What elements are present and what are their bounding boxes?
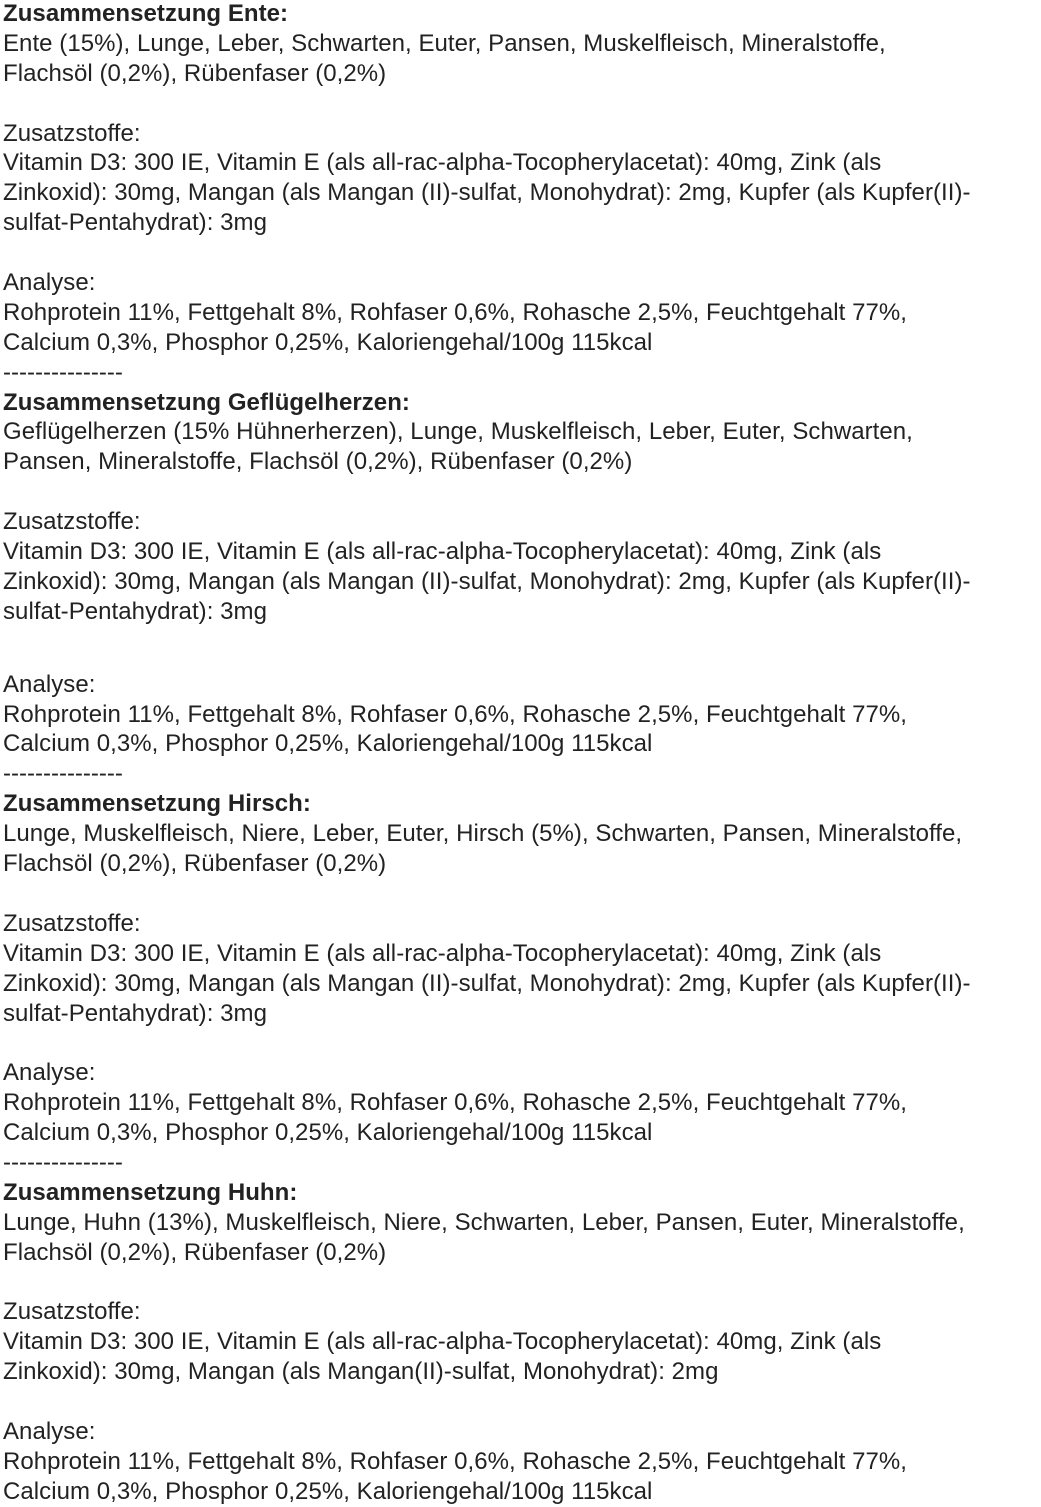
composition-line: Geflügelherzen (15% Hühnerherzen), Lunge, Muskelfleisch, Leber, Euter, Schwarten, (3, 418, 913, 446)
composition-line: Flachsöl (0,2%), Rübenfaser (0,2%) (3, 850, 387, 878)
additives-line: sulfat-Pentahydrat): 3mg (3, 209, 267, 237)
additives-line: Zinkoxid): 30mg, Mangan (als Mangan (II)-sulfat, Monohydrat): 2mg, Kupfer (als Kupfer(II)- (3, 179, 971, 207)
section-ente (3, 0, 1039, 388)
analysis-line: Rohprotein 11%, Fettgehalt 8%, Rohfaser 0,6%, Rohasche 2,5%, Feuchtgehalt 77%, (3, 700, 907, 728)
section-gefluegelherzen (3, 388, 1039, 790)
ingredients-document (3, 0, 1039, 1507)
analysis-label: Analyse: (3, 1059, 96, 1087)
additives-label: Zusatzstoffe: (3, 119, 141, 147)
section-heading: Zusammensetzung Hirsch: (3, 790, 311, 818)
analysis-label: Analyse: (3, 1417, 96, 1445)
section-heading: Zusammensetzung Geflügelherzen: (3, 388, 410, 416)
additives-line: Zinkoxid): 30mg, Mangan (als Mangan (II)-sulfat, Monohydrat): 2mg, Kupfer (als Kupfer(II)- (3, 567, 971, 595)
section-separator: --------------- (3, 358, 123, 386)
analysis-line: Rohprotein 11%, Fettgehalt 8%, Rohfaser 0,6%, Rohasche 2,5%, Feuchtgehalt 77%, (3, 298, 907, 326)
additives-line: Zinkoxid): 30mg, Mangan (als Mangan (II)-sulfat, Monohydrat): 2mg, Kupfer (als Kupfer(II)- (3, 969, 971, 997)
spacer (3, 1268, 1039, 1298)
additives-line: Vitamin D3: 300 IE, Vitamin E (als all-rac-alpha-Tocopherylacetat): 40mg, Zink (als (3, 538, 882, 566)
additives-line: Vitamin D3: 300 IE, Vitamin E (als all-rac-alpha-Tocopherylacetat): 40mg, Zink (als (3, 939, 882, 967)
spacer (3, 89, 1039, 119)
additives-line: Vitamin D3: 300 IE, Vitamin E (als all-rac-alpha-Tocopherylacetat): 40mg, Zink (als (3, 1328, 882, 1356)
additives-label: Zusatzstoffe: (3, 508, 141, 536)
composition-line: Lunge, Muskelfleisch, Niere, Leber, Euter, Hirsch (5%), Schwarten, Pansen, Mineralstoffe, (3, 820, 963, 848)
analysis-label: Analyse: (3, 269, 96, 297)
additives-line: sulfat-Pentahydrat): 3mg (3, 597, 267, 625)
composition-line: Lunge, Huhn (13%), Muskelfleisch, Niere, Schwarten, Leber, Pansen, Euter, Mineralstoffe, (3, 1208, 965, 1236)
composition-line: Ente (15%), Lunge, Leber, Schwarten, Euter, Pansen, Muskelfleisch, Mineralstoffe, (3, 29, 886, 57)
section-huhn (3, 1178, 1039, 1507)
additives-label: Zusatzstoffe: (3, 909, 141, 937)
section-separator: --------------- (3, 1148, 123, 1176)
spacer (3, 879, 1039, 909)
spacer (3, 477, 1039, 507)
analysis-line: Rohprotein 11%, Fettgehalt 8%, Rohfaser 0,6%, Rohasche 2,5%, Feuchtgehalt 77%, (3, 1447, 907, 1475)
additives-line: Vitamin D3: 300 IE, Vitamin E (als all-rac-alpha-Tocopherylacetat): 40mg, Zink (als (3, 149, 882, 177)
composition-line: Pansen, Mineralstoffe, Flachsöl (0,2%), Rübenfaser (0,2%) (3, 448, 633, 476)
analysis-line: Rohprotein 11%, Fettgehalt 8%, Rohfaser 0,6%, Rohasche 2,5%, Feuchtgehalt 77%, (3, 1089, 907, 1117)
section-heading: Zusammensetzung Ente: (3, 0, 289, 27)
spacer (3, 1387, 1039, 1417)
analysis-line: Calcium 0,3%, Phosphor 0,25%, Kaloriengehal/100g 115kcal (3, 1477, 653, 1505)
composition-line: Flachsöl (0,2%), Rübenfaser (0,2%) (3, 1238, 387, 1266)
additives-label: Zusatzstoffe: (3, 1298, 141, 1326)
spacer (3, 627, 1039, 670)
analysis-line: Calcium 0,3%, Phosphor 0,25%, Kaloriengehal/100g 115kcal (3, 1119, 653, 1147)
analysis-line: Calcium 0,3%, Phosphor 0,25%, Kaloriengehal/100g 115kcal (3, 328, 653, 356)
additives-line: Zinkoxid): 30mg, Mangan (als Mangan(II)-sulfat, Monohydrat): 2mg (3, 1358, 719, 1386)
spacer (3, 1028, 1039, 1058)
section-heading: Zusammensetzung Huhn: (3, 1178, 298, 1206)
section-separator: --------------- (3, 760, 123, 788)
composition-line: Flachsöl (0,2%), Rübenfaser (0,2%) (3, 59, 387, 87)
spacer (3, 238, 1039, 268)
analysis-label: Analyse: (3, 670, 96, 698)
section-hirsch (3, 789, 1039, 1178)
additives-line: sulfat-Pentahydrat): 3mg (3, 999, 267, 1027)
analysis-line: Calcium 0,3%, Phosphor 0,25%, Kaloriengehal/100g 115kcal (3, 730, 653, 758)
